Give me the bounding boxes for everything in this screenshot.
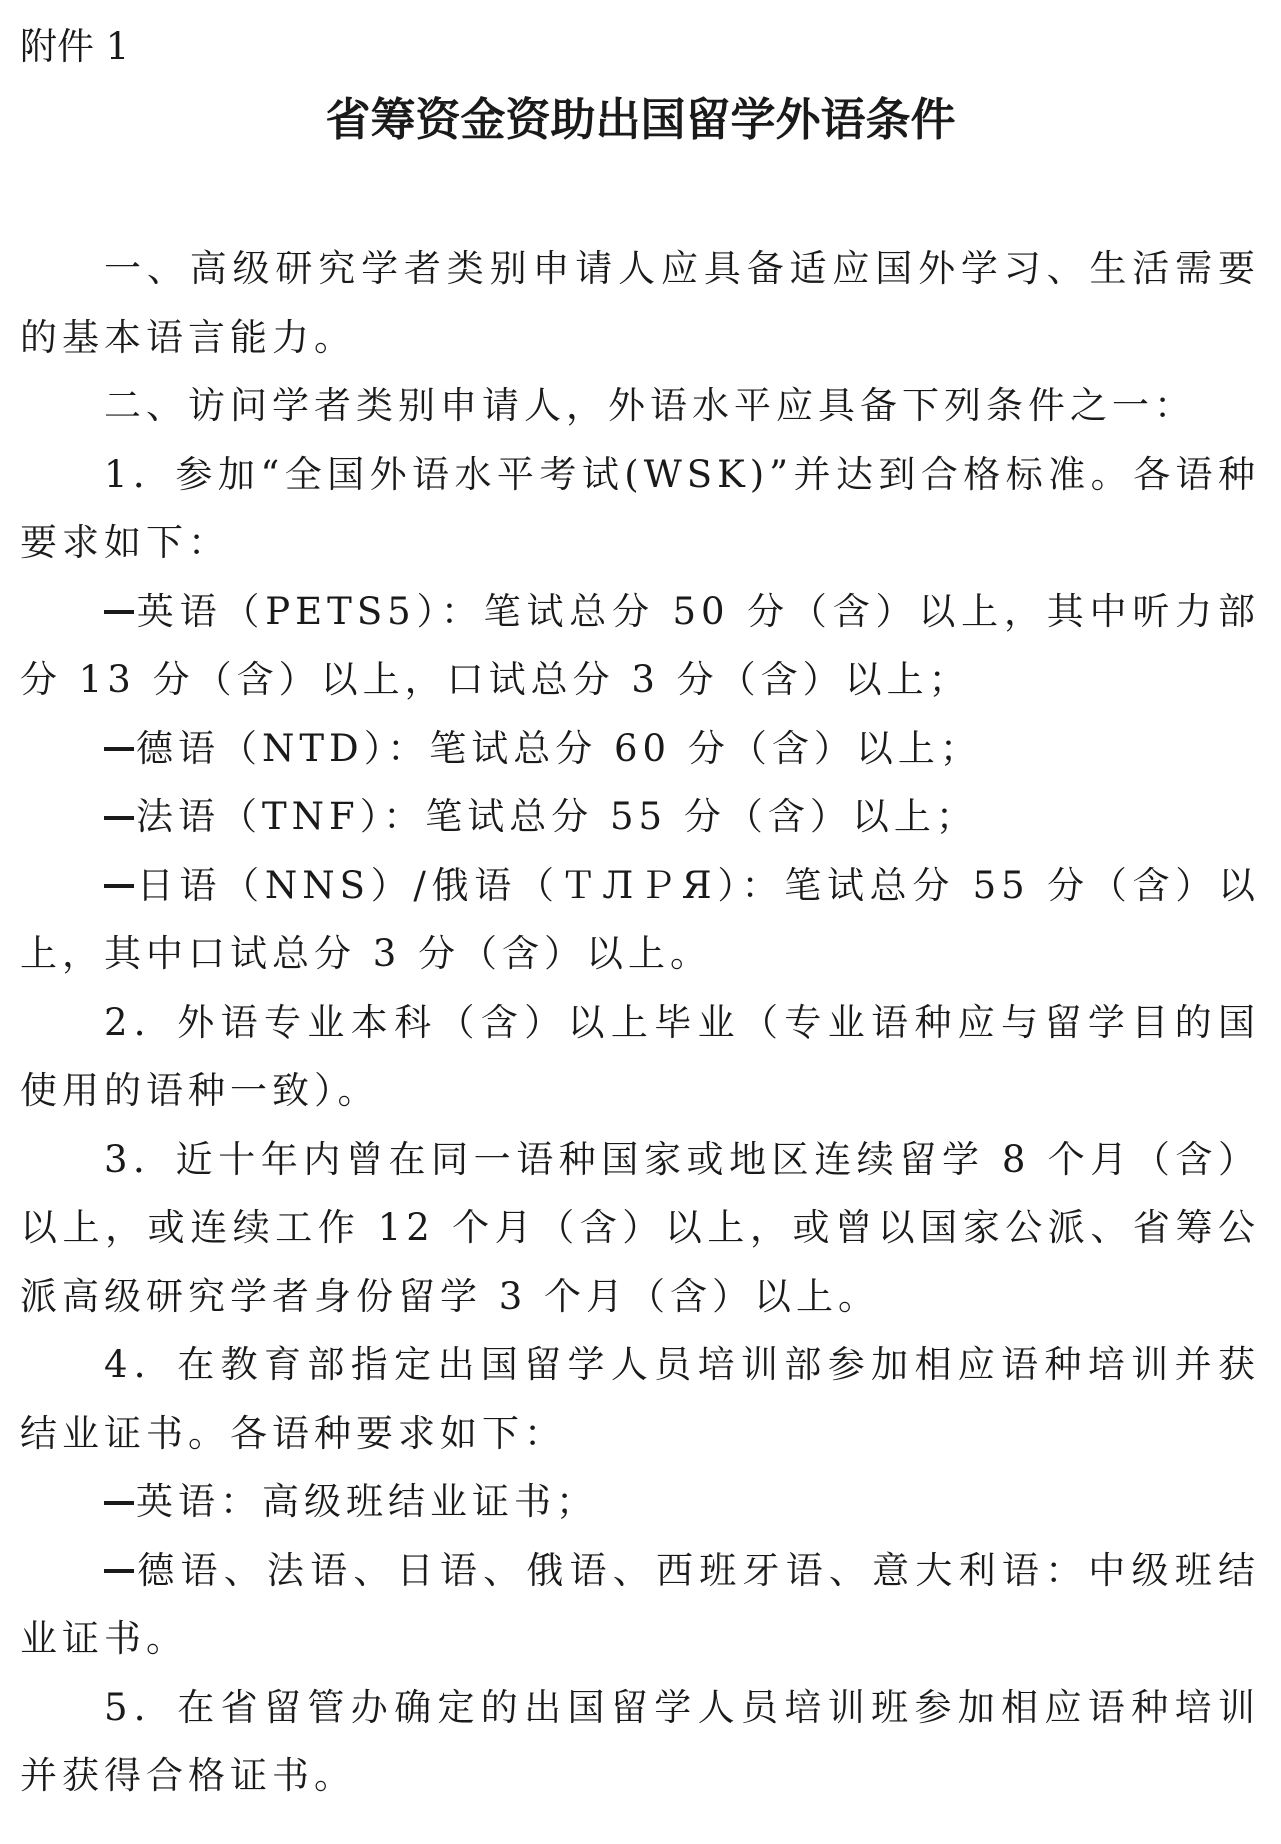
paragraph-item-5 [20, 1674, 1260, 1811]
paragraph-text: 3．近十年内曾在同一语种国家或地区连续留学 8 个月（含）以上，或连续工作 12 个月（含）以上，或曾以国家公派、省筹公派高级研究学者身份留学 3 个月（含）以上。 [20, 1137, 1260, 1318]
paragraph-text: 日语（NNS）/俄语（ＴЛＰЯ）：笔试总分 55 分（含）以上，其中口试总分 3 分（含）以上。 [20, 863, 1260, 975]
paragraph-text: 法语（TNF）：笔试总分 55 分（含）以上； [136, 795, 978, 838]
paragraph-japanese-russian-requirement [20, 852, 1260, 989]
dash-bullet [104, 816, 134, 820]
dash-bullet [104, 1501, 134, 1505]
paragraph-text: 1．参加“全国外语水平考试(WSK)”并达到合格标准。各语种要求如下： [20, 452, 1260, 564]
paragraph-item-2 [20, 989, 1260, 1126]
paragraph-text: 英语：高级班结业证书； [136, 1480, 598, 1523]
paragraph-item-1 [20, 441, 1260, 578]
paragraph-text: 一、高级研究学者类别申请人应具备适应国外学习、生活需要的基本语言能力。 [20, 247, 1260, 359]
dash-bullet [104, 1569, 134, 1573]
paragraph-text: 德语、法语、日语、俄语、西班牙语、意大利语：中级班结业证书。 [20, 1548, 1260, 1660]
dash-bullet [104, 747, 134, 751]
document-body [20, 235, 1260, 1811]
paragraph-senior-scholar [20, 235, 1260, 372]
paragraph-german-requirement [20, 715, 1260, 784]
paragraph-visiting-scholar [20, 372, 1260, 441]
paragraph-text: 德语（NTD）：笔试总分 60 分（含）以上； [136, 726, 982, 770]
paragraph-other-languages-certificate [20, 1537, 1260, 1674]
dash-bullet [104, 610, 134, 614]
attachment-label: 附件 1 [20, 25, 130, 68]
paragraph-item-3 [20, 1126, 1260, 1332]
paragraph-text: 5．在省留管办确定的出国留学人员培训班参加相应语种培训并获得合格证书。 [20, 1685, 1260, 1797]
paragraph-text: 4．在教育部指定出国留学人员培训部参加相应语种培训并获结业证书。各语种要求如下： [20, 1343, 1260, 1455]
paragraph-text: 英语（PETS5）：笔试总分 50 分（含）以上，其中听力部分 13 分（含）以上，口试总分 3 分（含）以上； [20, 589, 1260, 701]
paragraph-english-requirement [20, 578, 1260, 715]
dash-bullet [104, 884, 134, 888]
paragraph-english-certificate [20, 1468, 1260, 1537]
paragraph-french-requirement [20, 783, 1260, 852]
paragraph-text: 2．外语专业本科（含）以上毕业（专业语种应与留学目的国使用的语种一致）。 [20, 1000, 1260, 1112]
paragraph-item-4 [20, 1331, 1260, 1468]
paragraph-text: 二、访问学者类别申请人，外语水平应具备下列条件之一： [104, 384, 1196, 427]
document-title: 省筹资金资助出国留学外语条件 [325, 93, 956, 146]
